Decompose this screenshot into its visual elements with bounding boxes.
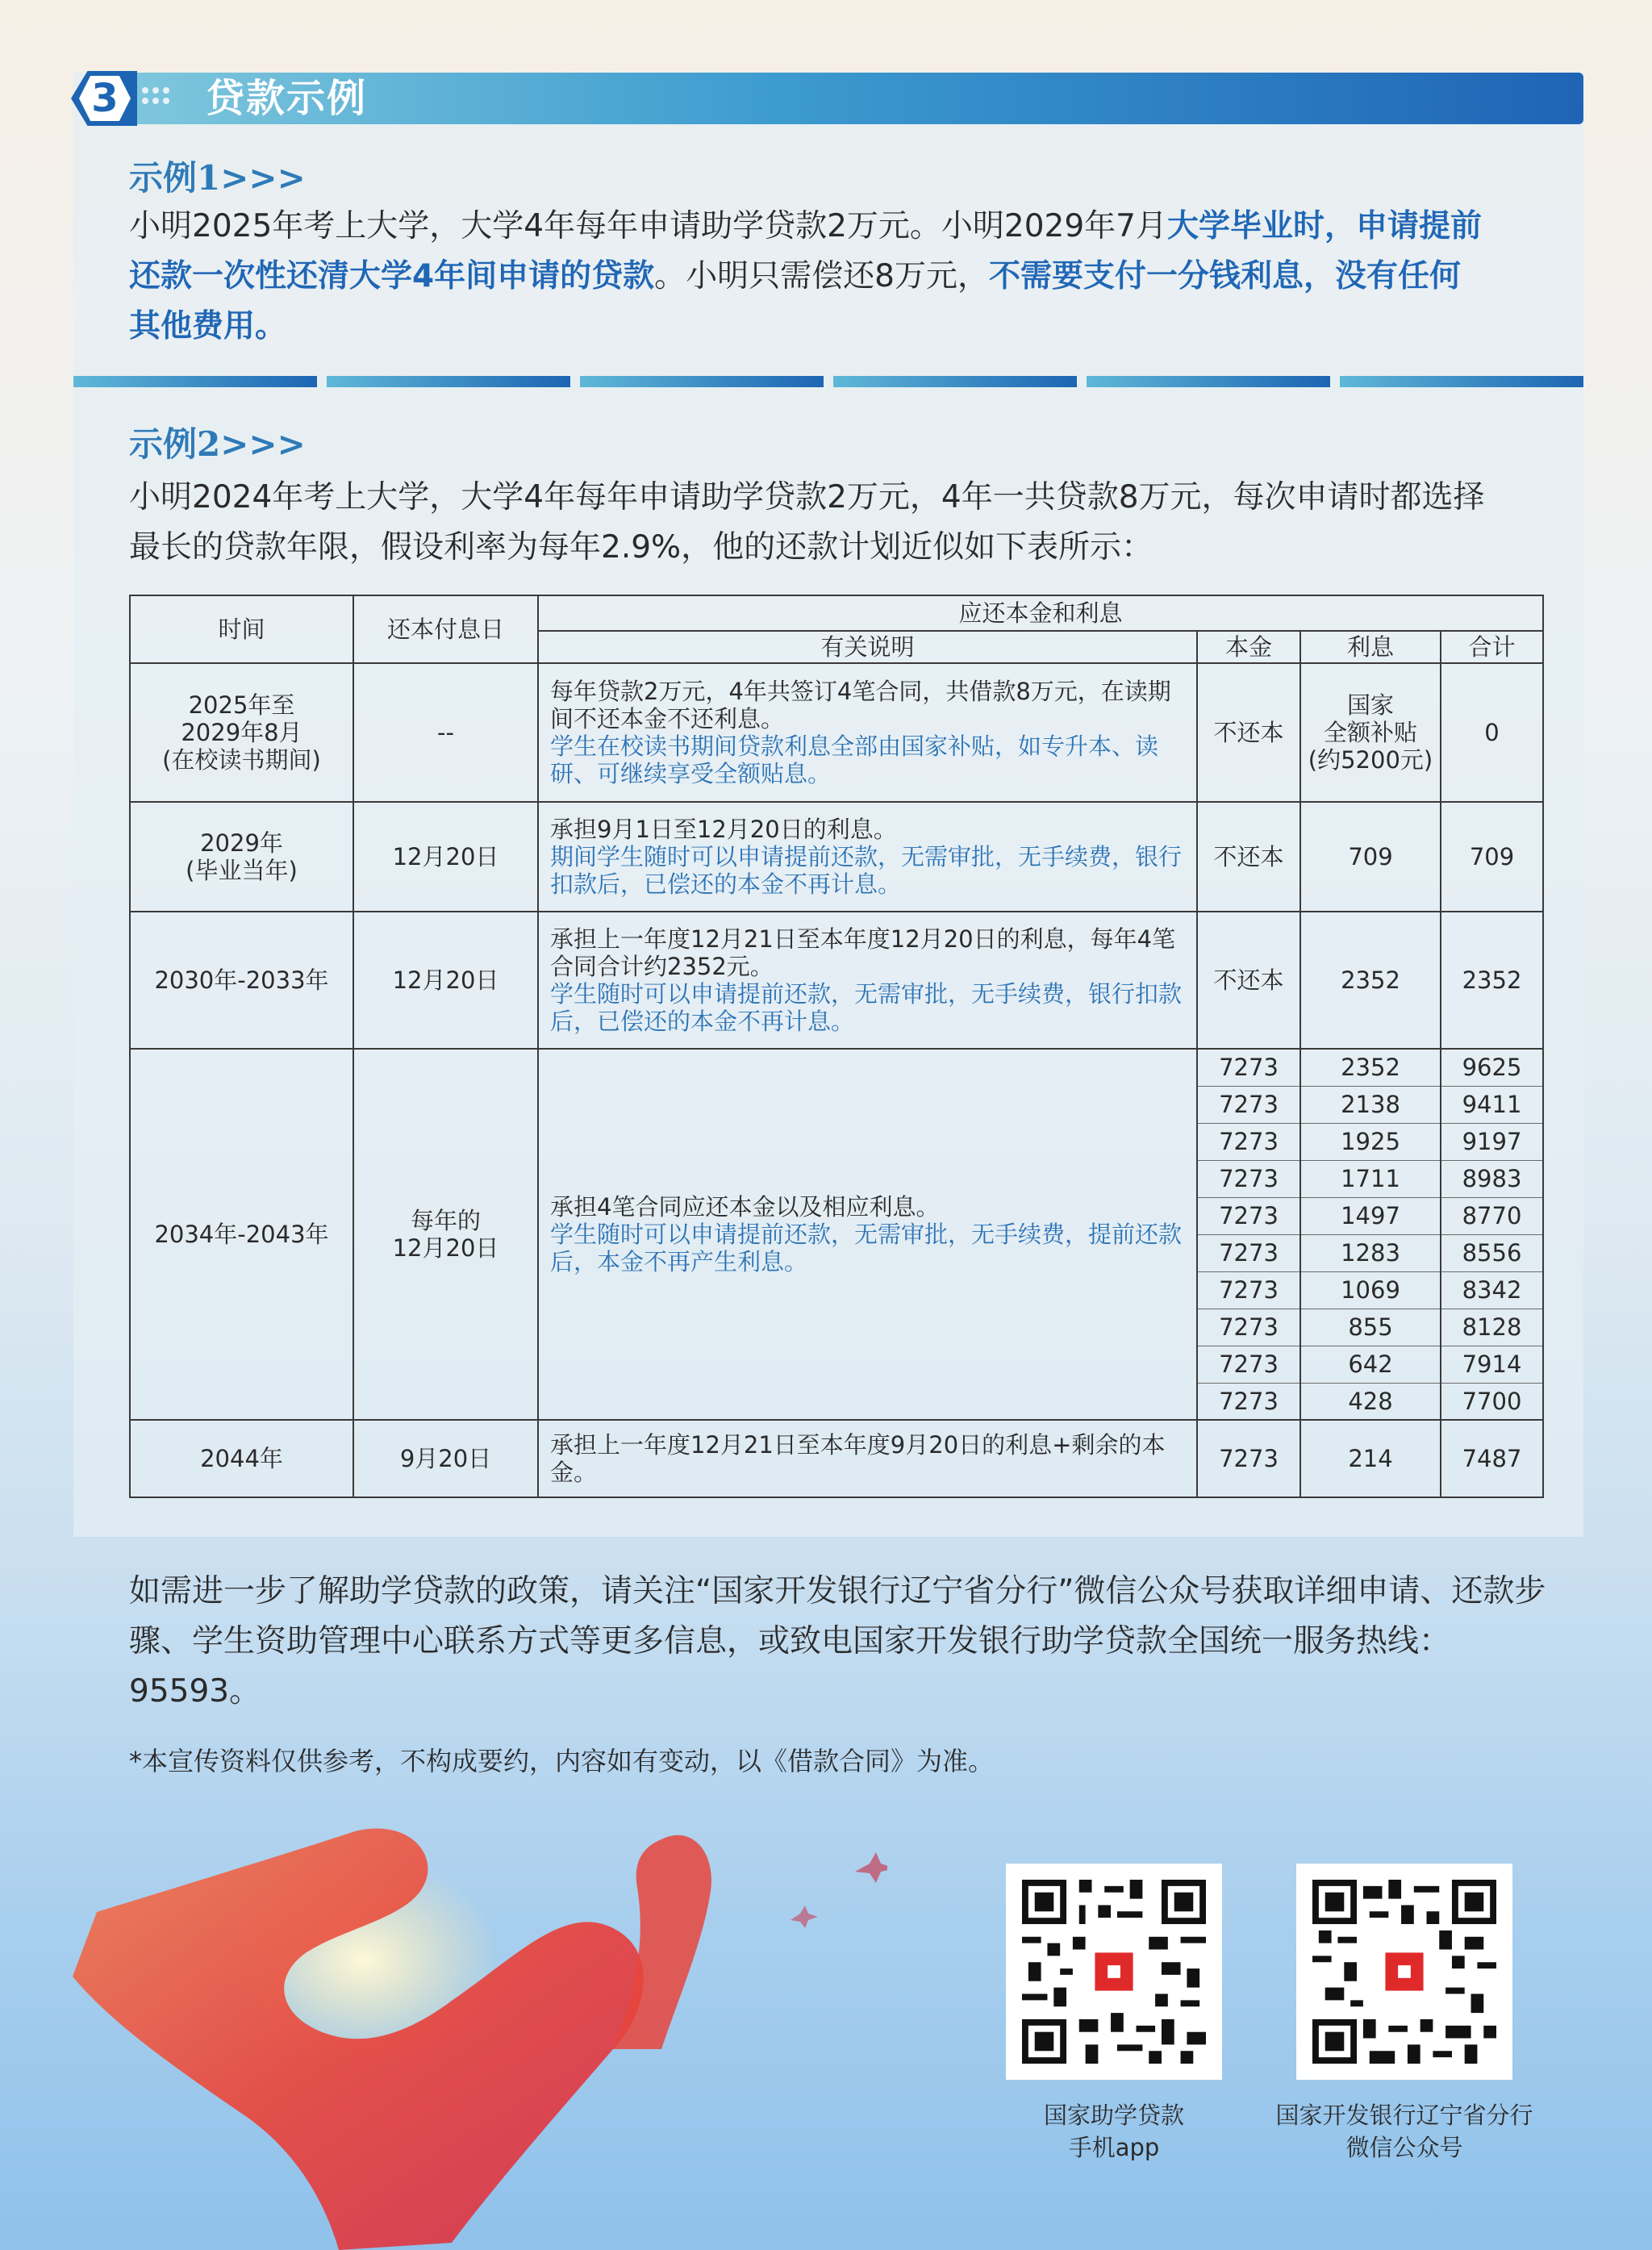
disclaimer-note: *本宣传资料仅供参考，不构成要约，内容如有变动，以《借款合同》为准。 <box>129 1746 995 1776</box>
cell-principal: 7273 <box>1197 1271 1300 1309</box>
qr-caption-app <box>969 2099 1259 2164</box>
cell-pay-day: -- <box>353 663 538 802</box>
example2-line: 最长的贷款年限，假设利率为每年2.9%，他的还款计划近似如下表所示： <box>129 529 1153 566</box>
cell-total: 8770 <box>1441 1197 1543 1234</box>
cell-principal: 7273 <box>1197 1309 1300 1346</box>
heart-hands-illustration <box>0 1759 887 2250</box>
header-group: 应还本金和利息 <box>538 595 1543 631</box>
cell-time: 2044年 <box>130 1420 353 1497</box>
cell-interest: 1925 <box>1300 1123 1441 1160</box>
header-desc: 有关说明 <box>538 631 1197 663</box>
cell-interest: 855 <box>1300 1309 1441 1346</box>
cell-total: 8556 <box>1441 1234 1543 1271</box>
cell-text: (约5200元) <box>1308 746 1433 774</box>
cell-principal: 不还本 <box>1197 802 1300 912</box>
cell-text: 12月20日 <box>392 1234 499 1262</box>
cell-principal: 7273 <box>1197 1234 1300 1271</box>
qr-caption-line: 手机app <box>1068 2134 1160 2161</box>
cell-principal: 7273 <box>1197 1049 1300 1086</box>
cell-text: 2029年 <box>200 829 283 857</box>
desc-note: 学生随时可以申请提前还款，无需审批，无手续费，银行扣款后，已偿还的本金不再计息。 <box>550 980 1183 1035</box>
qr-code-wechat <box>1296 1864 1512 2080</box>
example2-line: 小明2024年考上大学，大学4年每年申请助学贷款2万元，4年一共贷款8万元，每次申请时都选择 <box>129 479 1485 516</box>
cell-desc <box>538 802 1197 912</box>
cell-total: 8342 <box>1441 1271 1543 1309</box>
footer-info: 如需进一步了解助学贷款的政策，请关注“国家开发银行辽宁省分行”微信公众号获取详细申请、还款步骤、学生资助管理中心联系方式等更多信息，或致电国家开发银行助学贷款全国统一服务热线：95593。 <box>129 1573 1546 1709</box>
desc-note: 期间学生随时可以申请提前还款，无需审批，无手续费，银行扣款后，已偿还的本金不再计息。 <box>550 843 1183 898</box>
cell-text: 2029年8月 <box>181 719 302 746</box>
header-time: 时间 <box>130 595 353 663</box>
cell-total: 7914 <box>1441 1346 1543 1383</box>
example1-title: 示例1>>> <box>129 158 306 198</box>
cell-pay-day <box>353 1049 538 1420</box>
example1-text: 小明2025年考上大学，大学4年每年申请助学贷款2万元。小明2029年7月 <box>129 208 1167 244</box>
header-pay-day: 还本付息日 <box>353 595 538 663</box>
desc-text: 每年贷款2万元，4年共签订4笔合同，共借款8万元，在读期间不还本金不还利息。 <box>550 678 1171 733</box>
header-interest: 利息 <box>1300 631 1441 663</box>
example1-highlight: 大学毕业时，申请提前 <box>1166 208 1482 244</box>
cell-total: 9625 <box>1441 1049 1543 1086</box>
cell-principal: 7273 <box>1197 1160 1300 1197</box>
cell-time: 2034年-2043年 <box>130 1049 353 1420</box>
qr-code-icon <box>1022 1880 1206 2064</box>
section-title: 贷款示例 <box>206 76 368 121</box>
cell-desc <box>538 1420 1197 1497</box>
example1-highlight: 其他费用。 <box>129 308 287 344</box>
cell-text: (在校读书期间) <box>162 746 321 774</box>
cell-principal: 7273 <box>1197 1123 1300 1160</box>
cell-interest: 1069 <box>1300 1271 1441 1309</box>
cell-pay-day: 12月20日 <box>353 912 538 1049</box>
cell-interest <box>1300 663 1441 802</box>
qr-caption-line: 国家开发银行辽宁省分行 <box>1275 2102 1533 2129</box>
table-row <box>130 912 1543 1049</box>
example1-highlight: 不需要支付一分钱利息，没有任何 <box>988 258 1461 294</box>
cell-pay-day: 12月20日 <box>353 802 538 912</box>
cell-desc <box>538 912 1197 1049</box>
qr-caption-wechat <box>1259 2099 1550 2164</box>
cell-interest: 2352 <box>1300 1049 1441 1086</box>
desc-text: 承担上一年度12月21日至本年度9月20日的利息+剩余的本金。 <box>550 1431 1166 1486</box>
cell-principal: 7273 <box>1197 1346 1300 1383</box>
cell-interest: 1497 <box>1300 1197 1441 1234</box>
desc-note: 学生随时可以申请提前还款，无需审批，无手续费，提前还款后，本金不再产生利息。 <box>550 1221 1183 1275</box>
desc-note: 学生在校读书期间贷款利息全部由国家补贴，如专升本、读研、可继续享受全额贴息。 <box>550 733 1159 787</box>
cell-interest: 1711 <box>1300 1160 1441 1197</box>
cell-principal: 7273 <box>1197 1086 1300 1123</box>
section-number: 3 <box>91 76 119 121</box>
cell-time <box>130 802 353 912</box>
table-row <box>130 1049 1543 1086</box>
cell-text: 全额补贴 <box>1323 719 1417 746</box>
cell-total: 7700 <box>1441 1383 1543 1420</box>
desc-text: 承担4笔合同应还本金以及相应利息。 <box>550 1193 940 1221</box>
example2-title: 示例2>>> <box>129 424 306 464</box>
desc-text: 承担上一年度12月21日至本年度12月20日的利息，每年4笔合同合计约2352元。 <box>550 925 1176 980</box>
table-row <box>130 802 1543 912</box>
cell-total: 8983 <box>1441 1160 1543 1197</box>
cell-text: 2025年至 <box>188 691 295 719</box>
example1-text: 。小明只需偿还8万元， <box>654 258 989 294</box>
cell-interest: 2352 <box>1300 912 1441 1049</box>
qr-code-app <box>1006 1864 1222 2080</box>
qr-caption-line: 国家助学贷款 <box>1043 2102 1184 2129</box>
cell-principal: 不还本 <box>1197 663 1300 802</box>
cell-text: (毕业当年) <box>186 857 298 884</box>
cell-interest: 642 <box>1300 1346 1441 1383</box>
cell-total: 7487 <box>1441 1420 1543 1497</box>
cell-total: 0 <box>1441 663 1543 802</box>
example1-highlight: 还款一次性还清大学4年间申请的贷款 <box>129 258 655 294</box>
cell-total: 8128 <box>1441 1309 1543 1346</box>
cell-interest: 709 <box>1300 802 1441 912</box>
desc-text: 承担9月1日至12月20日的利息。 <box>550 816 897 843</box>
cell-interest: 214 <box>1300 1420 1441 1497</box>
qr-code-icon <box>1312 1880 1496 2064</box>
example2-paragraph <box>129 473 1549 573</box>
cell-pay-day: 9月20日 <box>353 1420 538 1497</box>
header-total: 合计 <box>1441 631 1543 663</box>
cell-text: 国家 <box>1346 691 1394 719</box>
cell-principal: 7273 <box>1197 1383 1300 1420</box>
cell-principal: 7273 <box>1197 1197 1300 1234</box>
cell-text: 每年的 <box>410 1207 481 1234</box>
cell-desc <box>538 663 1197 802</box>
cell-total: 9197 <box>1441 1123 1543 1160</box>
cell-total: 9411 <box>1441 1086 1543 1123</box>
cell-time: 2030年-2033年 <box>130 912 353 1049</box>
cell-time <box>130 663 353 802</box>
example1-paragraph <box>129 202 1549 352</box>
cell-interest: 2138 <box>1300 1086 1441 1123</box>
qr-caption-line: 微信公众号 <box>1345 2134 1463 2161</box>
table-row <box>130 663 1543 802</box>
cell-total: 2352 <box>1441 912 1543 1049</box>
cell-interest: 1283 <box>1300 1234 1441 1271</box>
cell-principal: 不还本 <box>1197 912 1300 1049</box>
cell-total: 709 <box>1441 802 1543 912</box>
repayment-table <box>129 595 1544 1498</box>
header-principal: 本金 <box>1197 631 1300 663</box>
table-row <box>130 1420 1543 1497</box>
cell-interest: 428 <box>1300 1383 1441 1420</box>
cell-principal: 7273 <box>1197 1420 1300 1497</box>
cell-desc <box>538 1049 1197 1420</box>
